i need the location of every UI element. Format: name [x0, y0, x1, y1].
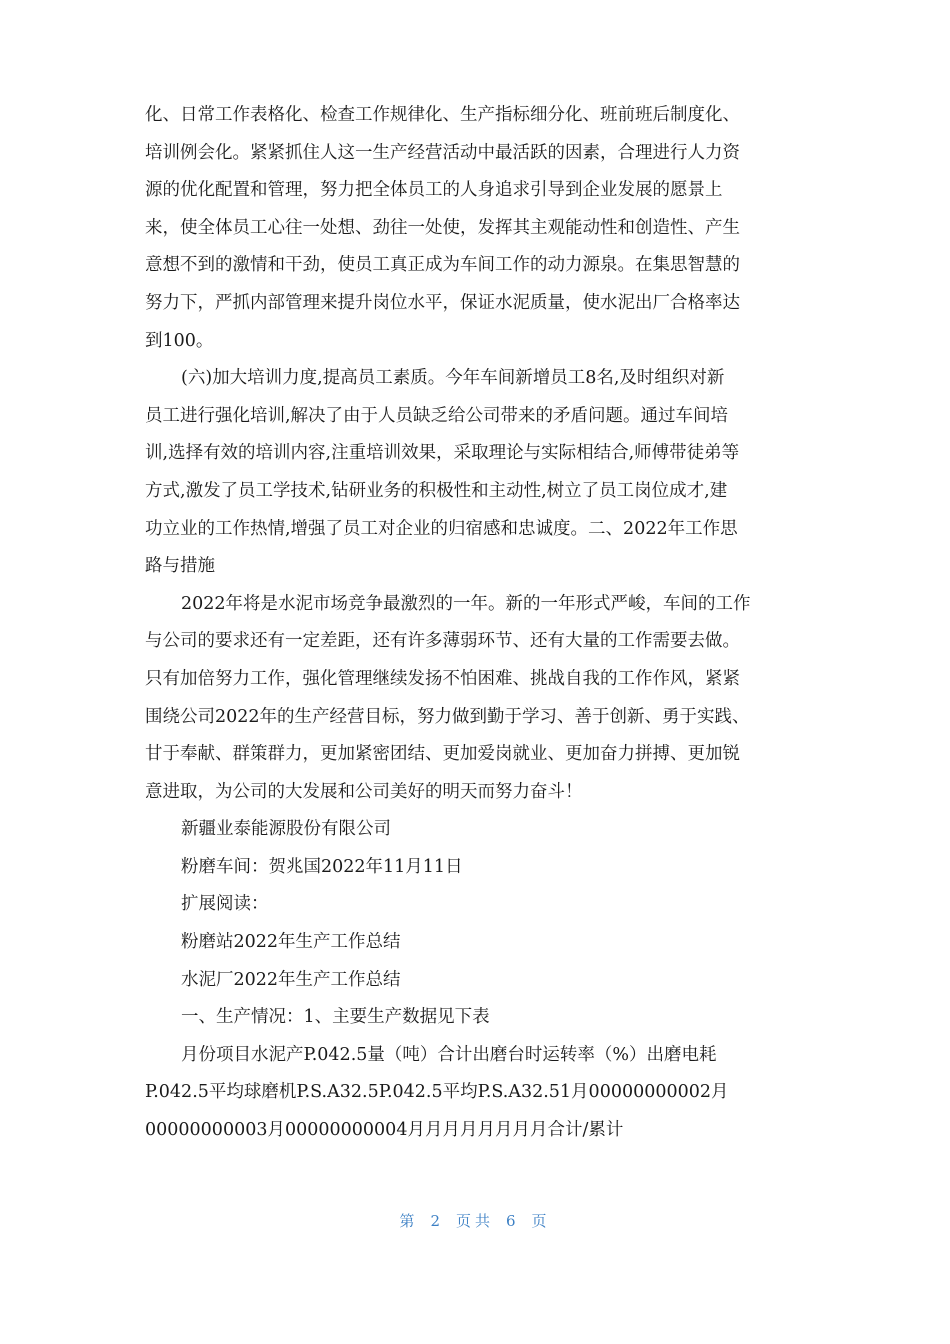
text-line: 围绕公司2022年的生产经营目标，努力做到勤于学习、善于创新、勇于实践、 — [145, 706, 750, 727]
text-line: 路与措施 — [145, 556, 215, 577]
footer-suffix: 页 — [531, 1212, 551, 1230]
text-line: P.042.5平均球磨机P.S.A32.5P.042.5平均P.S.A32.51月00000000002月 — [145, 1082, 729, 1103]
text-line: 来，使全体员工心往一处想、劲往一处使，发挥其主观能动性和创造性、产生 — [145, 217, 740, 238]
article-title: 粉磨站2022年生产工作总结 — [181, 932, 401, 953]
text-line: 功立业的工作热情,增强了员工对企业的归宿感和忠诚度。二、2022年工作思 — [145, 518, 738, 539]
text-line: 化、日常工作表格化、检查工作规律化、生产指标细分化、班前班后制度化、 — [145, 105, 740, 125]
paragraph-start: 月份项目水泥产P.042.5量（吨）合计出磨台时运转率（%）出磨电耗 — [181, 1044, 717, 1065]
text-line: 意想不到的激情和干劲，使员工真正成为车间工作的动力源泉。在集思智慧的 — [145, 255, 740, 276]
paragraph-start: (六)加大培训力度,提高员工素质。今年车间新增员工8名,及时组织对新 — [181, 368, 725, 389]
text-line: 甘于奉献、群策群力，更加紧密团结、更加爱岗就业、更加奋力拼搏、更加锐 — [145, 744, 740, 765]
text-line: 只有加倍努力工作，强化管理继续发扬不怕困难、挑战自我的工作作风，紧紧 — [145, 668, 740, 689]
text-line: 训,选择有效的培训内容,注重培训效果，采取理论与实际相结合,师傅带徒弟等 — [145, 443, 740, 464]
company-name: 新疆业泰能源股份有限公司 — [181, 819, 391, 840]
text-line: 00000000003月00000000004月月月月月月月月合计/累计 — [145, 1120, 624, 1141]
text-line: 意进取，为公司的大发展和公司美好的明天而努力奋斗！ — [145, 781, 583, 802]
text-line: 方式,激发了员工学技术,钻研业务的积极性和主动性,树立了员工岗位成才,建 — [145, 480, 728, 501]
text-line: 源的优化配置和管理，努力把全体员工的人身追求引导到企业发展的愿景上 — [145, 180, 723, 201]
total-page-count: 6 — [506, 1212, 520, 1230]
text-line: 与公司的要求还有一定差距，还有许多薄弱环节、还有大量的工作需要去做。 — [145, 631, 740, 652]
current-page-number: 2 — [430, 1212, 444, 1230]
text-line: 努力下，严抓内部管理来提升岗位水平，保证水泥质量，使水泥出厂合格率达 — [145, 292, 740, 313]
text-line: 培训例会化。紧紧抓住人这一生产经营活动中最活跃的因素，合理进行人力资 — [145, 142, 740, 163]
paragraph-start: 2022年将是水泥市场竞争最激烈的一年。新的一年形式严峻，车间的工作 — [181, 593, 751, 614]
signature-date: 粉磨车间：贺兆国2022年11月11日 — [181, 856, 463, 877]
article-title: 水泥厂2022年生产工作总结 — [181, 969, 401, 990]
extended-reading-label: 扩展阅读： — [181, 894, 269, 915]
text-line: 员工进行强化培训,解决了由于人员缺乏给公司带来的矛盾问题。通过车间培 — [145, 405, 729, 426]
section-heading: 一、生产情况：1、主要生产数据见下表 — [181, 1007, 490, 1028]
footer-middle: 页共 — [455, 1212, 494, 1230]
text-line: 到100。 — [145, 330, 214, 351]
document-body — [145, 97, 810, 1150]
footer-prefix: 第 — [399, 1212, 419, 1230]
page-footer — [0, 1210, 950, 1231]
